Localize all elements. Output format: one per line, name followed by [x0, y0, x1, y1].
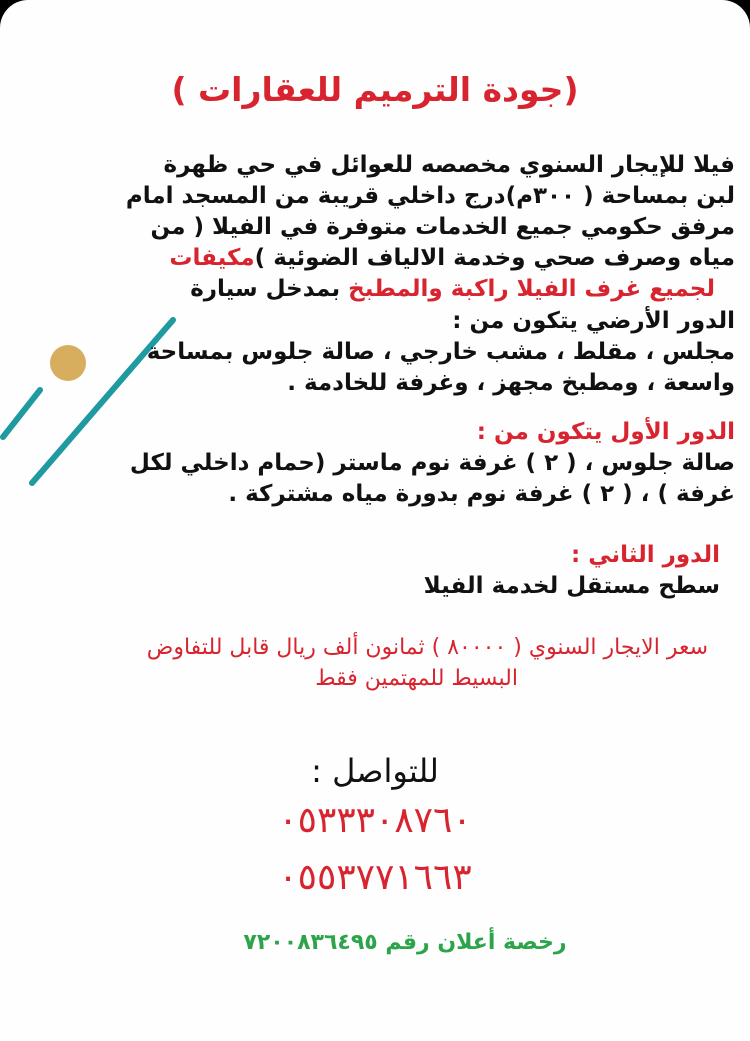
ground-floor-line: واسعة ، ومطبخ مجهز ، وغرفة للخادمة . — [287, 370, 735, 396]
second-floor-line: سطح مستقل لخدمة الفيلا — [423, 573, 720, 599]
price-line: البسيط للمهتمين فقط — [315, 666, 518, 691]
intro-description — [126, 150, 735, 305]
first-floor-section — [130, 417, 735, 510]
ad-license-number: رخصة أعلان رقم ٧٢٠٠٨٣٦٤٩٥ — [243, 930, 567, 955]
intro-line: مرفق حكومي جميع الخدمات متوفرة في الفيلا ( من — [150, 214, 735, 240]
intro-line: مياه وصرف صحي وخدمة الالياف الضوئية )مكيفات — [169, 245, 735, 271]
phone-number[interactable]: ٠٥٥٣٧٧١٦٦٣ — [278, 857, 472, 898]
page-title: (جودة الترميم للعقارات ) — [171, 70, 579, 109]
intro-line: لجميع غرف الفيلا راكبة والمطبخ بمدخل سيارة — [190, 276, 715, 302]
contact-label: للتواصل : — [311, 752, 439, 790]
intro-line: لبن بمساحة ( ٣٠٠م)درج داخلي قريبة من المسجد امام — [125, 183, 735, 209]
ac-highlight: لجميع غرف الفيلا راكبة والمطبخ — [348, 276, 715, 302]
second-floor-section — [424, 540, 720, 602]
first-floor-line: غرفة ) ، ( ٢ ) غرفة نوم بدورة مياه مشتركة . — [228, 481, 735, 507]
ac-highlight: مكيفات — [169, 245, 255, 271]
ground-floor-section — [147, 306, 735, 399]
phone-number[interactable]: ٠٥٣٣٣٠٨٧٦٠ — [278, 800, 472, 841]
ground-floor-line: مجلس ، مقلط ، مشب خارجي ، صالة جلوس بمساحة — [146, 339, 735, 365]
price-line: سعر الايجار السنوي ( ٨٠٠٠٠ ) ثمانون ألف ريال قابل للتفاوض — [146, 635, 708, 660]
contact-section — [0, 752, 750, 790]
first-floor-heading: الدور الأول يتكون من : — [476, 419, 735, 445]
ground-floor-heading: الدور الأرضي يتكون من : — [452, 308, 735, 334]
price-section — [147, 632, 708, 694]
first-floor-line: صالة جلوس ، ( ٢ ) غرفة نوم ماستر (حمام داخلي لكل — [129, 450, 735, 476]
second-floor-heading: الدور الثاني : — [570, 542, 720, 568]
intro-line: فيلا للإيجار السنوي مخصصه للعوائل في حي ظهرة — [163, 152, 735, 178]
